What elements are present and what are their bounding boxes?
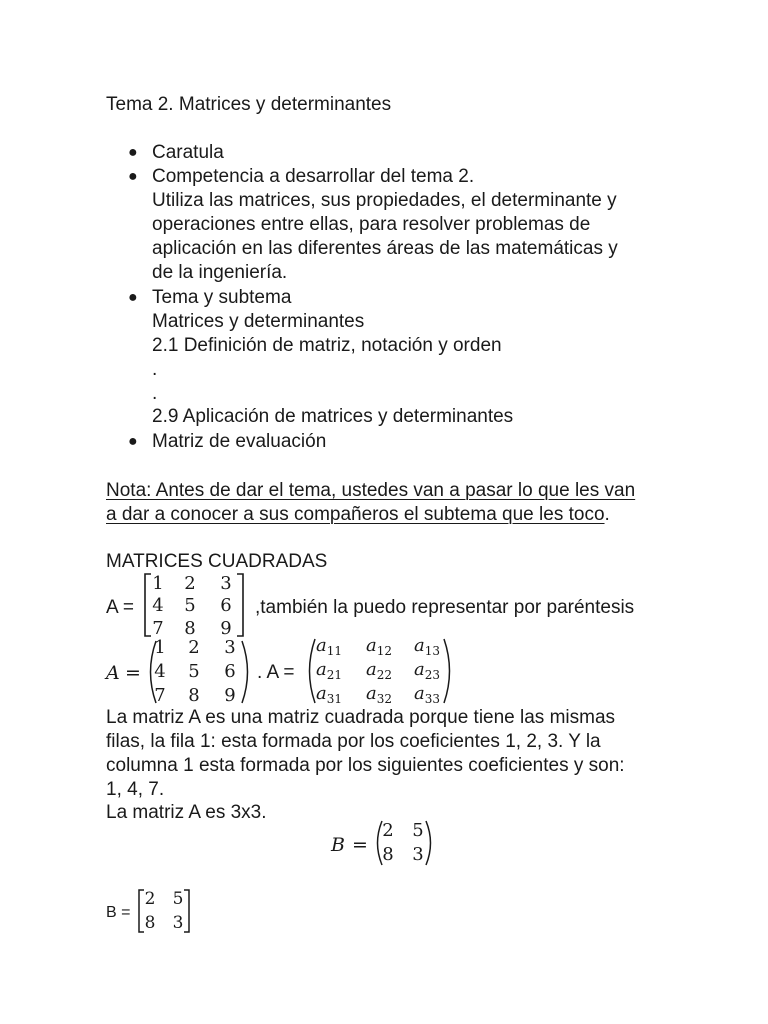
explanation-line: 1, 4, 7. [106, 779, 165, 800]
matrix-entry [366, 684, 392, 705]
matrix-cell: 3 [412, 844, 424, 865]
competencia-line: operaciones entre ellas, para resolver problemas de [152, 214, 591, 235]
tema-line: 2.1 Definición de matriz, notación y orden [152, 335, 502, 356]
matrix-cell: 8 [184, 618, 196, 639]
entry-subscript: 32 [376, 692, 393, 706]
matrix-a-after-text: ,también la puedo representar por paréntesis [255, 597, 635, 618]
bullet-matriz-evaluacion: Matriz de evaluación [152, 431, 327, 452]
matrix-order-text: La matriz A es 3x3. [106, 802, 267, 823]
matrix-cell: 4 [154, 661, 166, 682]
matrix-cell: 1 [152, 573, 164, 594]
entry-subscript: 33 [424, 692, 441, 706]
tema-line: 2.9 Aplicación de matrices y determinantes [152, 406, 514, 427]
entry-subscript: 21 [326, 668, 343, 682]
matrix-b-paren-var: B [331, 834, 345, 856]
entry-subscript: 12 [376, 644, 393, 658]
matrix-cell: 9 [224, 685, 236, 706]
tema-line: Matrices y determinantes [152, 311, 365, 332]
tema-line: . [152, 359, 158, 380]
entry-subscript: 22 [376, 668, 393, 682]
explanation-line: columna 1 esta formada por los siguientes coeficientes y son: [106, 755, 625, 776]
matrix-cell: 2 [184, 573, 196, 594]
nota-line-2-text: a dar a conocer a sus compañeros el subtema que les toco [106, 504, 605, 525]
entry-letter: a [316, 683, 327, 704]
entry-letter: a [366, 683, 377, 704]
matrix-cell: 2 [144, 889, 156, 909]
explanation-line: La matriz A es una matriz cuadrada porque tiene las mismas [106, 707, 616, 728]
entry-letter: a [414, 683, 425, 704]
matrix-separator: . A = [257, 662, 295, 683]
section-title: MATRICES CUADRADAS [106, 551, 328, 572]
matrix-a-label: A = [106, 597, 134, 618]
matrix-cell: 8 [382, 844, 394, 865]
matrix-entry [366, 636, 392, 657]
entry-subscript: 13 [424, 644, 441, 658]
matrix-entry [414, 660, 440, 681]
bullet-competencia: Competencia a desarrollar del tema 2. [152, 166, 475, 187]
matrix-cell: 5 [184, 595, 196, 616]
competencia-line: Utiliza las matrices, sus propiedades, el determinante y [152, 190, 617, 211]
matrix-entry [316, 684, 342, 705]
nota-line-2 [106, 503, 610, 527]
matrix-entry [316, 660, 342, 681]
matrix-cell: 3 [172, 913, 184, 933]
matrix-cell: 7 [154, 685, 166, 706]
matrix-cell: 3 [224, 637, 236, 658]
matrix-a-paren-var: A [106, 662, 120, 684]
entry-letter: a [316, 635, 327, 656]
entry-letter: a [414, 635, 425, 656]
nota-period: . [604, 504, 610, 525]
matrix-cell: 4 [152, 595, 164, 616]
entry-subscript: 23 [424, 668, 441, 682]
matrix-cell: 2 [382, 820, 394, 841]
matrix-cell: 7 [152, 618, 164, 639]
matrix-entry [366, 660, 392, 681]
matrix-cell: 3 [220, 573, 232, 594]
right-bracket-icon [236, 573, 246, 637]
matrix-entry [414, 684, 440, 705]
right-paren-icon [240, 640, 254, 704]
matrix-cell: 5 [412, 820, 424, 841]
matrix-cell: 8 [144, 913, 156, 933]
entry-letter: a [316, 659, 327, 680]
matrix-cell: 5 [172, 889, 184, 909]
bullet-tema: Tema y subtema [152, 287, 292, 308]
matrix-cell: 8 [188, 685, 200, 706]
entry-letter: a [366, 659, 377, 680]
matrix-a-paren-eq: = [125, 662, 141, 684]
competencia-line: aplicación en las diferentes áreas de las matemáticas y [152, 238, 618, 259]
entry-subscript: 31 [326, 692, 343, 706]
tema-line: . [152, 383, 158, 404]
competencia-line: de la ingeniería. [152, 262, 288, 283]
matrix-cell: 6 [220, 595, 232, 616]
bullet-dot: ● [128, 433, 138, 450]
page-title: Tema 2. Matrices y determinantes [106, 94, 392, 115]
left-paren-icon [303, 638, 317, 704]
bullet-dot: ● [128, 144, 138, 161]
matrix-cell: 1 [154, 637, 166, 658]
matrix-cell: 5 [188, 661, 200, 682]
bullet-caratula: Caratula [152, 142, 224, 163]
explanation-line: filas, la fila 1: esta formada por los coeficientes 1, 2, 3. Y la [106, 731, 601, 752]
matrix-cell: 2 [188, 637, 200, 658]
bullet-dot: ● [128, 168, 138, 185]
matrix-entry [316, 636, 342, 657]
entry-letter: a [366, 635, 377, 656]
nota-line: Nota: Antes de dar el tema, ustedes van a pasar lo que les van [106, 480, 636, 501]
entry-letter: a [414, 659, 425, 680]
matrix-b-label: B = [106, 904, 131, 921]
matrix-cell: 6 [224, 661, 236, 682]
matrix-entry [414, 636, 440, 657]
entry-subscript: 11 [326, 644, 343, 658]
bullet-dot: ● [128, 289, 138, 306]
right-paren-icon [442, 638, 456, 704]
matrix-b-paren-eq: = [352, 834, 368, 856]
matrix-cell: 9 [220, 618, 232, 639]
